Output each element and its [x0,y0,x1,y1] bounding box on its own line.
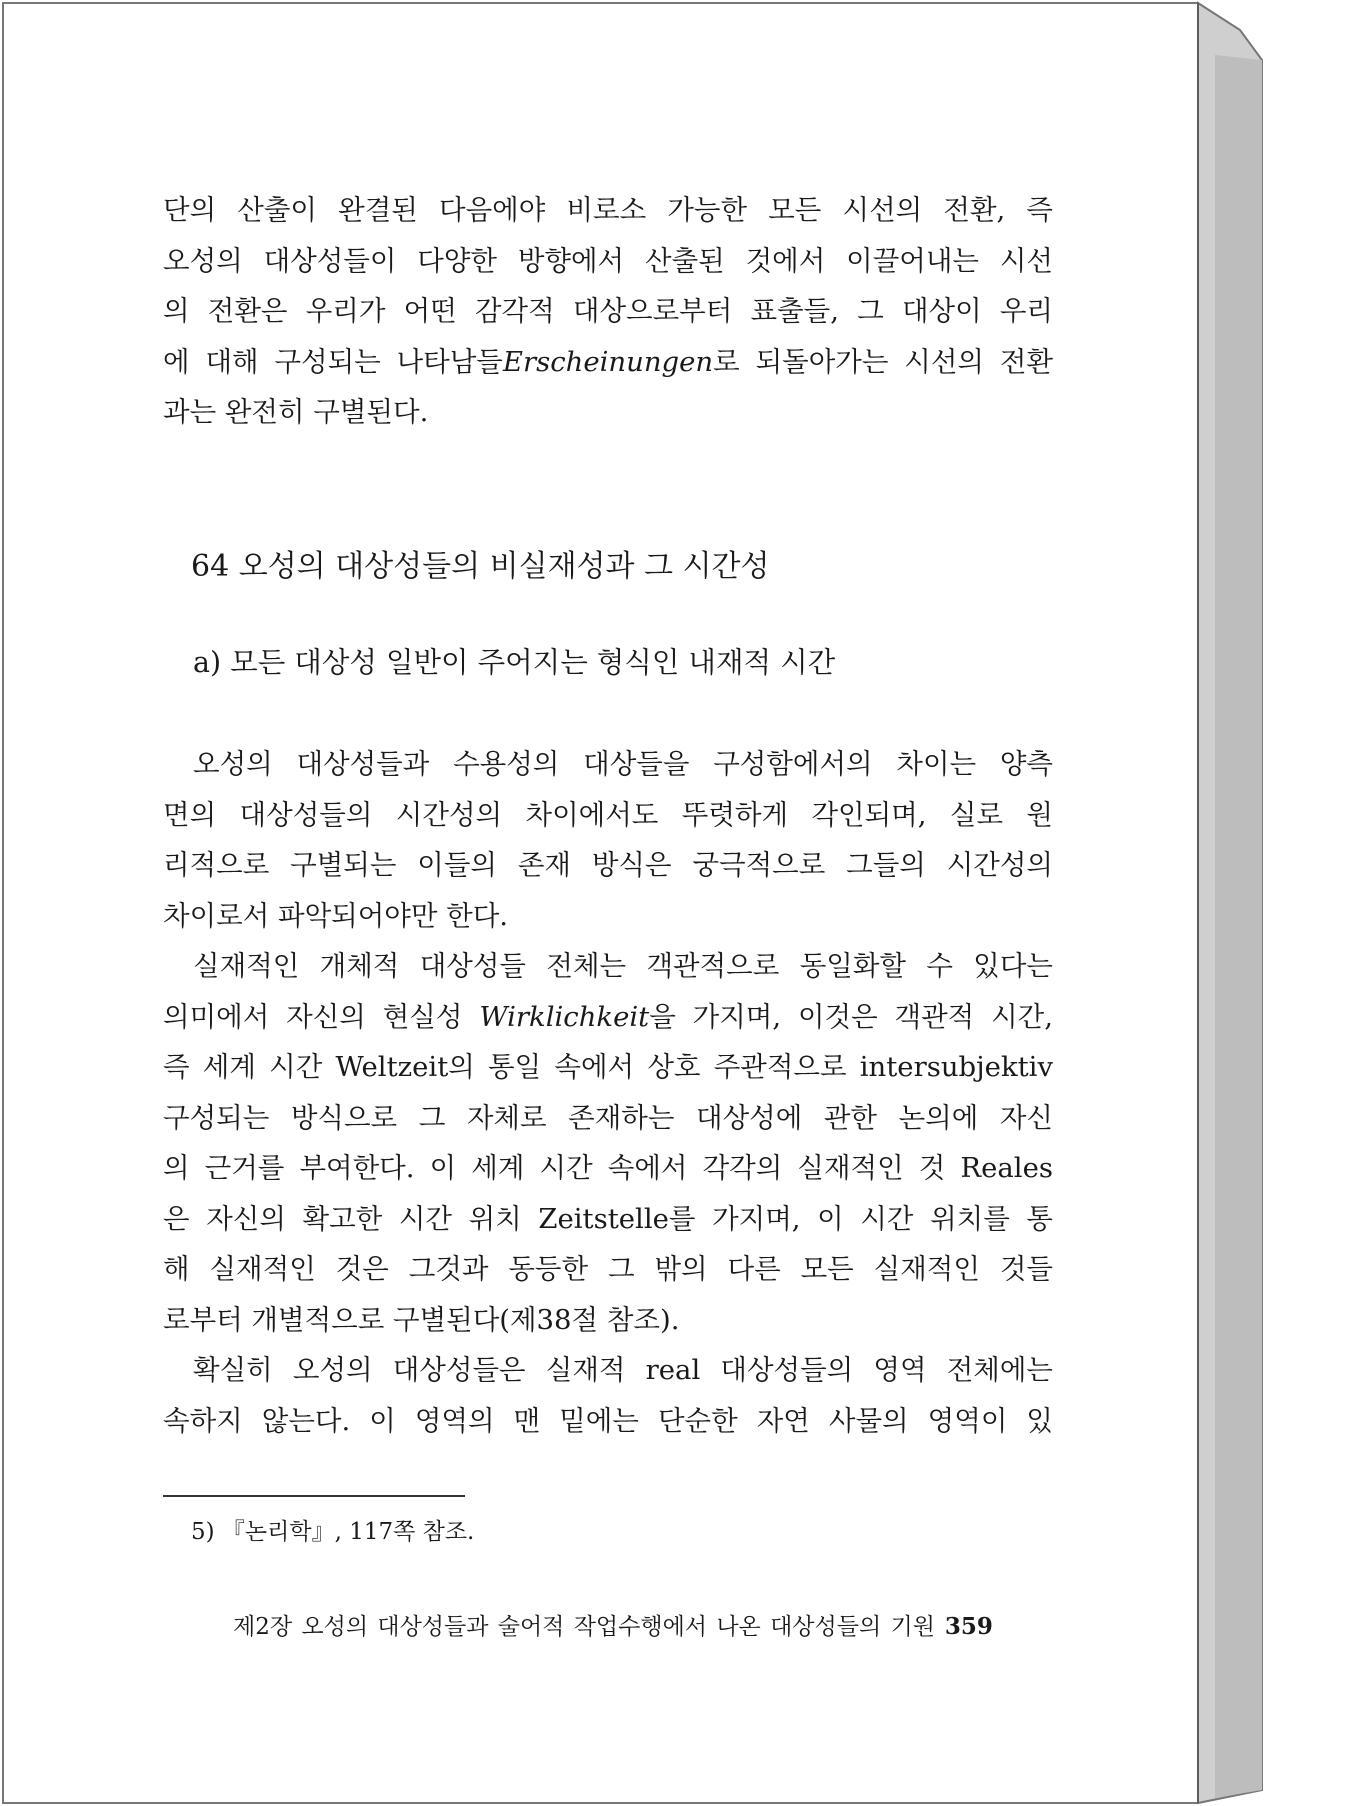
text-line: 의 근거를 부여한다. 이 세계 시간 속에서 각각의 실재적인 것 Reales [163,1152,1053,1184]
paragraph-1 [163,739,1053,941]
text-line: 차이로서 파악되어야만 한다. [163,899,509,932]
italic-term: Erscheinungen [502,345,714,378]
text-line: 구성되는 방식으로 그 자체로 존재하는 대상성에 관한 논의에 자신 [163,1101,1053,1134]
text-line: 과는 완전히 구별된다. [163,396,429,428]
text-line: 오성의 대상성들이 다양한 방향에서 산출된 것에서 이끌어내는 시선 [163,244,1053,277]
text-line: 에 대해 구성되는 나타남들Erscheinungen로 되돌아가는 시선의 전환 [163,345,1053,378]
text-line: 해 실재적인 것은 그것과 동등한 그 밖의 다른 모든 실재적인 것들 [163,1253,1053,1285]
footnote-divider [163,1495,465,1497]
text-line: 실재적인 개체적 대상성들 전체는 객관적으로 동일화할 수 있다는 [193,950,1053,982]
text-line: 의 전환은 우리가 어떤 감각적 대상으로부터 표출들, 그 대상이 우리 [163,295,1053,327]
text-line: 즉 세계 시간 Weltzeit의 통일 속에서 상호 주관적으로 intersubjektiv [163,1051,1053,1083]
book-page [3,3,1198,1803]
text-line: 로부터 개별적으로 구별된다(제38절 참조). [163,1303,680,1336]
text-line: 리적으로 구별되는 이들의 존재 방식은 궁극적으로 그들의 시간성의 [163,849,1053,881]
page-number: 359 [944,1613,993,1640]
text-line: 의미에서 자신의 현실성 Wirklichkeit을 가지며, 이것은 객관적 시간, [163,1000,1053,1033]
paragraph-3 [163,1345,1053,1446]
text-line: 단의 산출이 완결된 다음에야 비로소 가능한 모든 시선의 전환, 즉 [163,194,1053,226]
text-line: 오성의 대상성들과 수용성의 대상들을 구성함에서의 차이는 양측 [193,748,1053,780]
chapter-title: 제2장 오성의 대상성들과 술어적 작업수행에서 나온 대상성들의 기원 [233,1614,935,1640]
section-title: 64 오성의 대상성들의 비실재성과 그 시간성 [191,549,770,584]
italic-term: Wirklichkeit [479,1000,650,1033]
text-line: 확실히 오성의 대상성들은 실재적 real 대상성들의 영역 전체에는 [193,1354,1053,1386]
paragraph-2 [163,941,1053,1345]
footnote: 5) 『논리학』, 117쪽 참조. [191,1519,475,1545]
running-footer [233,1608,993,1641]
paragraph-top [163,185,1053,438]
text-line: 속하지 않는다. 이 영역의 맨 밑에는 단순한 자연 사물의 영역이 있 [163,1404,1053,1437]
text-line: 은 자신의 확고한 시간 위치 Zeitstelle를 가지며, 이 시간 위치를 통 [163,1202,1053,1235]
subsection-title: a) 모든 대상성 일반이 주어지는 형식인 내재적 시간 [193,646,836,679]
text-line: 면의 대상성들의 시간성의 차이에서도 뚜렷하게 각인되며, 실로 원 [163,798,1053,831]
